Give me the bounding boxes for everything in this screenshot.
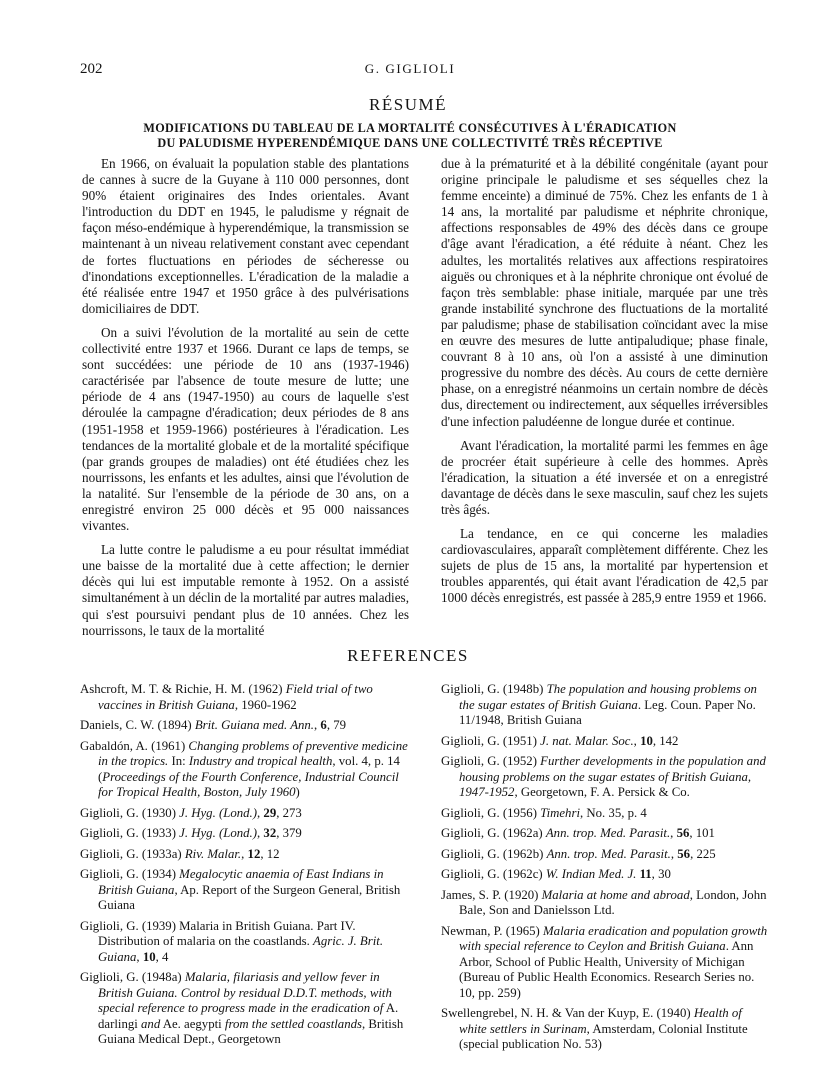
reference-segment: ,	[670, 846, 678, 861]
reference-segment: Ae. aegypti	[160, 1016, 225, 1031]
resume-subtitle-line-2: DU PALUDISME HYPERENDÉMIQUE DANS UNE COLLECTIVITÉ TRÈS RÉCEPTIVE	[157, 136, 663, 150]
references-column-left	[80, 682, 412, 1053]
reference-segment: Giglioli, G. (1934)	[80, 867, 180, 881]
reference-segment: Giglioli, G. (1952)	[441, 754, 541, 768]
reference-segment: ,	[257, 826, 264, 840]
reference-segment: ,	[241, 846, 248, 861]
reference-segment: Ashcroft, M. T. & Richie, H. M. (1962)	[80, 682, 286, 696]
reference-segment: Malaria eradication and population growth with special reference to Ceylon and British Guiana	[459, 923, 768, 953]
reference-entry	[80, 739, 412, 801]
reference-segment: 10	[640, 733, 653, 748]
resume-paragraph: On a suivi l'évolution de la mortalité au sein de cette collectivité entre 1937 et 1966. Durant ce laps de temps, se sont succédées: une période de 10 ans (1937-1946) caractérisée par l'absence de toute mesure de lutte; une période de 4 ans (1947-1950) au cours de laquelle s'est déroulée la campagne d'éradication; deux périodes de 8 ans (1951-1958 et 1959-1966) postérieures à l'éradication. Les tendances de la mortalité globale et de la mortalité spécifique (par grands groupes de maladies) ont été étudiées chez les nourrissons, les enfants et les adultes, ainsi que l'évolution de la natalité. Sur l'ensemble de la période de 30 ans, on a enregistré environ 25 000 décès et 95 000 naissances vivantes.	[82, 324, 409, 534]
reference-segment: Health of white settlers in Surinam	[459, 1006, 742, 1036]
reference-segment: J. Hyg. (Lond.)	[179, 826, 258, 840]
reference-segment: 32	[263, 826, 277, 840]
reference-segment: , 273	[276, 805, 302, 820]
reference-segment: ,	[257, 805, 264, 820]
reference-entry	[441, 806, 771, 822]
reference-segment: 29	[263, 805, 277, 820]
reference-segment: Malaria at home and abroad	[541, 887, 690, 902]
reference-entry	[80, 867, 412, 914]
reference-segment: Agric. J. Brit. Guiana	[98, 934, 384, 964]
reference-segment: ,	[136, 949, 143, 964]
running-head: G. GIGLIOLI	[364, 61, 456, 76]
reference-segment: , 379	[276, 826, 302, 840]
reference-segment: Giglioli, G. (1930)	[80, 805, 180, 820]
reference-segment: James, S. P. (1920)	[441, 887, 542, 902]
reference-segment: Riv. Malar.	[184, 846, 242, 861]
reference-segment: , Georgetown, F. A. Persick & Co.	[514, 785, 690, 799]
reference-segment: Ann. trop. Med. Parasit.	[545, 826, 671, 840]
reference-segment: A. darlingi	[98, 1001, 399, 1031]
reference-entry	[441, 1006, 771, 1053]
reference-segment: Timehri	[540, 805, 580, 820]
reference-segment: , 79	[326, 718, 347, 732]
reference-segment: , British Guiana Medical Dept., Georgetown	[98, 1016, 404, 1046]
reference-segment: . Leg. Coun. Paper No. 11/1948, British Guiana	[459, 697, 756, 727]
page-number: 202	[80, 61, 103, 77]
reference-segment: , 101	[689, 826, 715, 840]
reference-segment: , No. 35, p. 4	[580, 805, 647, 820]
resume-paragraph: Avant l'éradication, la mortalité parmi les femmes en âge de procréer était supérieure à celle des hommes. Après l'éradication, la situation a été inversée et on a enregistré davantage de décès dans le sexe masculin, sauf chez les sujets très âgés.	[441, 437, 768, 517]
reference-entry	[80, 826, 412, 842]
reference-entry	[80, 919, 412, 966]
reference-segment: Field trial of two vaccines in British Guiana	[98, 682, 373, 712]
reference-entry	[441, 734, 771, 750]
reference-segment: Further developments in the population and housing problems on the sugar estates of British Guiana, 1947-1952	[459, 754, 766, 799]
reference-segment: Swellengrebel, N. H. & Van der Kuyp, E. (1940)	[441, 1006, 694, 1020]
reference-segment: , Amsterdam, Colonial Institute (special publication No. 53)	[459, 1021, 748, 1051]
reference-segment: Giglioli, G. (1956)	[441, 805, 541, 820]
reference-segment: Giglioli, G. (1962c)	[441, 867, 546, 881]
resume-title: RÉSUMÉ	[369, 95, 447, 114]
reference-segment: 56	[676, 826, 690, 840]
reference-segment: , 4	[155, 949, 169, 964]
reference-segment: from the settled coastlands	[224, 1016, 362, 1031]
reference-segment: Daniels, C. W. (1894)	[80, 718, 195, 732]
reference-segment: , 142	[652, 733, 679, 748]
reference-segment: , 1960-1962	[234, 697, 297, 712]
reference-segment: Gabaldón, A. (1961)	[80, 738, 189, 753]
reference-segment: ,	[633, 733, 641, 748]
reference-entry	[80, 718, 412, 734]
resume-column-right	[441, 156, 768, 615]
reference-segment: 11	[639, 867, 652, 881]
reference-segment: , vol. 4, p. 14 (	[98, 754, 400, 784]
reference-entry	[441, 867, 771, 883]
reference-segment: , Ap. Report of the Surgeon General, British Guiana	[98, 882, 401, 912]
reference-segment: Giglioli, G. (1939) Malaria in British Guiana. Part IV. Distribution of malaria on the coastlands.	[80, 918, 356, 948]
resume-column-left	[82, 156, 409, 647]
reference-entry	[441, 888, 771, 919]
reference-segment: , London, John Bale, Son and Danielsson Ltd.	[459, 887, 767, 917]
reference-segment: ,	[314, 718, 321, 732]
reference-segment: W. Indian Med. J.	[545, 867, 637, 881]
reference-segment: Giglioli, G. (1948b)	[441, 682, 547, 696]
reference-segment: J. nat. Malar. Soc.	[540, 733, 634, 748]
resume-subtitle	[110, 121, 710, 151]
reference-segment: Giglioli, G. (1933a)	[80, 846, 185, 861]
reference-segment: Megalocytic anaemia of East Indians in British Guiana	[98, 867, 384, 897]
resume-paragraph: La tendance, en ce qui concerne les maladies cardiovasculaires, apparaît complètement différente. Chez les sujets de plus de 15 ans, la mortalité par hypertension et troubles apparentés, qui était avant l'éradication de 42,5 par 1000 décès enregistrés, est passée à 285,9 entre 1959 et 1966.	[441, 526, 768, 606]
reference-segment: Proceedings of the Fourth Conference, Industrial Council for Tropical Health, Boston, July 1960	[98, 769, 399, 799]
reference-segment: Ann. trop. Med. Parasit.	[546, 846, 671, 861]
reference-segment: In:	[168, 754, 189, 768]
references-title: REFERENCES	[347, 646, 469, 665]
reference-segment: Giglioli, G. (1933)	[80, 826, 180, 840]
reference-segment: , 30	[651, 867, 671, 881]
reference-entry	[80, 682, 412, 713]
reference-segment: Giglioli, G. (1962a)	[441, 826, 546, 840]
reference-segment: The population and housing problems on the sugar estates of British Guiana	[459, 682, 757, 712]
resume-paragraph: La lutte contre le paludisme a eu pour résultat immédiat une baisse de la mortalité due à cette affection; le dernier décès qui lui est imputable remonte à 1952. On a assisté simultanément à un déclin de la mortalité par autres maladies, qui s'est poursuivi pendant plus de 10 années. Chez les nourrissons, le taux de la mortalité	[82, 542, 409, 638]
references-column-right	[441, 682, 771, 1058]
resume-paragraph: En 1966, on évaluait la population stable des plantations de cannes à sucre de la Guyane à 110 000 personnes, dont 90% étaient originaires des Indes orientales. Avant l'introduction du DDT en 1945, le paludisme y régnait de façon méso-endémique à hyperendémique, la transmission se maintenant à un niveau relativement constant avec cependant de fortes fluctuations en périodes de sécheresse ou d'inondations exceptionnelles. L'éradication de la maladie a été réalisée entre 1947 et 1950 grâce à des pulvérisations domiciliaires de DDT.	[82, 156, 409, 316]
reference-entry	[441, 847, 771, 863]
reference-segment: 10	[142, 949, 156, 964]
resume-subtitle-line-1: MODIFICATIONS DU TABLEAU DE LA MORTALITÉ CONSÉCUTIVES À L'ÉRADICATION	[143, 121, 677, 135]
reference-entry	[441, 682, 771, 729]
reference-segment: 6	[320, 718, 327, 732]
reference-segment: . Ann Arbor, School of Public Health, University of Michigan (Bureau of Public Health Economics. Research Series no. 10, pp. 259)	[459, 939, 755, 1000]
reference-entry	[441, 754, 771, 801]
reference-entry	[441, 924, 771, 1002]
reference-segment: J. Hyg. (Lond.)	[179, 805, 258, 820]
reference-entry	[441, 826, 771, 842]
reference-segment: , 225	[690, 846, 716, 861]
reference-entry	[80, 970, 412, 1048]
reference-entry	[80, 806, 412, 822]
reference-entry	[80, 847, 412, 863]
reference-segment: Industry and tropical health	[188, 754, 333, 768]
reference-segment: , 12	[260, 846, 280, 861]
reference-segment: Giglioli, G. (1948a)	[80, 970, 185, 984]
reference-segment: )	[295, 785, 300, 799]
reference-segment: 12	[247, 846, 261, 861]
page-header	[80, 61, 740, 83]
reference-segment: Giglioli, G. (1962b)	[441, 846, 547, 861]
reference-segment: Giglioli, G. (1951)	[441, 733, 541, 748]
reference-segment: Newman, P. (1965)	[441, 923, 544, 938]
reference-segment: ,	[670, 826, 677, 840]
reference-segment: Brit. Guiana med. Ann.	[194, 718, 315, 732]
resume-paragraph: due à la prématurité et à la débilité congénitale (ayant pour origine principale le paludisme et ses séquelles chez la femme enceinte) a diminué de 75%. Chez les enfants de 1 à 14 ans, la mortalité par paludisme et néphrite chronique, affections responsables de 49% des décès dans ce groupe d'âge avant l'éradication, a été réduite à néant. Chez les adultes, les mortalités relatives aux affections respiratoires aiguës ou chroniques et à la néphrite chronique ont évolué de façon très semblable: phase initiale, marquée par une très grande instabilité synchrone des fluctuations de la mortalité par paludisme; phase de stabilisation coïncidant avec la mise en œuvre des mesures de lutte antipaludique; phase finale, couvrant 8 à 10 ans, où l'on a assisté à une diminution progressive du nombre des décès. Au cours de cette dernière phase, on a enregistré néanmoins un certain nombre de décès dus, directement ou indirectement, aux séquelles irréversibles d'une infection paludéenne de longue durée et continue.	[441, 156, 768, 429]
reference-segment: and	[141, 1016, 161, 1031]
reference-segment: 56	[677, 846, 691, 861]
reference-segment: Changing problems of preventive medicine in the tropics.	[98, 738, 408, 768]
reference-segment: Malaria, filariasis and yellow fever in British Guiana. Control by residual D.D.T. methods, with special reference to progress made in the eradication of	[98, 970, 392, 1015]
